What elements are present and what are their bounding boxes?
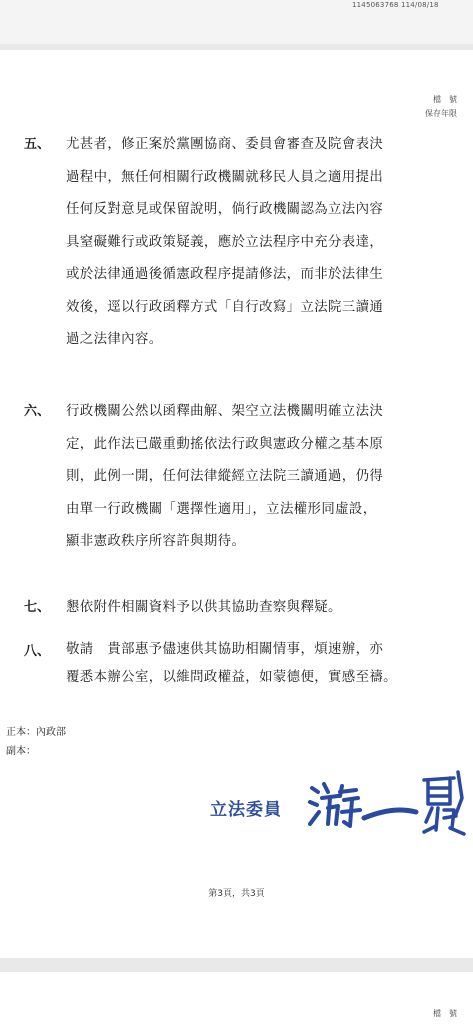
previous-page-bottom [0, 0, 473, 44]
text-line: 覆悉本辦公室，以維問政權益，如蒙德便，實感至禱。 [66, 670, 397, 685]
text-line: 由單一行政機關「選擇性適用」，立法權形同虛設， [66, 501, 377, 517]
item-number: 五、 [24, 137, 51, 152]
item-text [66, 636, 397, 692]
text-line: 任何反對意見或保留說明，倘行政機關認為立法內容 [66, 202, 384, 217]
text-line: 或於法律通過後循憲政程序提請修法，而非於法律生 [66, 267, 384, 282]
text-line: 則，此例一開，任何法律縱經立法院三讀通過，仍得 [66, 469, 384, 484]
text-line: 定，此作法已嚴重動搖依法行政與憲政分權之基本原 [66, 436, 384, 452]
copy-recipient: 副本： [6, 746, 36, 757]
item-number: 六、 [24, 404, 51, 419]
text-line: 過程中，無任何相關行政機關就移民人員之適用提出 [66, 169, 384, 185]
retention-label: 保存年限 [425, 109, 457, 118]
text-line: 敬請 貴部惠予儘速供其協助相關情事，煩速辦，亦 [66, 642, 384, 657]
text-line: 尤甚者，修正案於黨團協商、委員會審查及院會表決 [66, 137, 384, 152]
item-text [66, 396, 383, 559]
signer-title: 立法委員 [210, 800, 282, 820]
text-line: 效後，逕以行政函釋方式「自行改寫」立法院三讀通 [66, 299, 384, 315]
archive-number-label: 檔 號 [433, 95, 457, 104]
primary-recipient: 正本：內政部 [6, 727, 66, 738]
page-number: 第3頁，共3頁 [208, 889, 265, 899]
text-line: 懇依附件相關資料予以供其協助查察與釋疑。 [66, 600, 342, 615]
text-line: 行政機關公然以函釋曲解、架空立法機關明確立法決 [66, 404, 384, 419]
item-text [66, 592, 342, 625]
item-number: 七、 [24, 600, 51, 615]
next-page-top [0, 972, 473, 1024]
text-line: 具窒礙難行或政策疑義，應於立法程序中充分表達， [66, 234, 384, 250]
next-archive-number-label: 檔 號 [433, 1009, 457, 1018]
text-line: 顯非憲政秩序所容許與期待。 [66, 534, 246, 549]
document-page [0, 50, 473, 958]
item-number: 八、 [24, 644, 51, 659]
text-line: 過之法律內容。 [66, 332, 163, 347]
handwritten-signature [304, 758, 473, 838]
document-code: 1145063768 114/08/18 [352, 1, 439, 9]
item-text [66, 129, 383, 357]
